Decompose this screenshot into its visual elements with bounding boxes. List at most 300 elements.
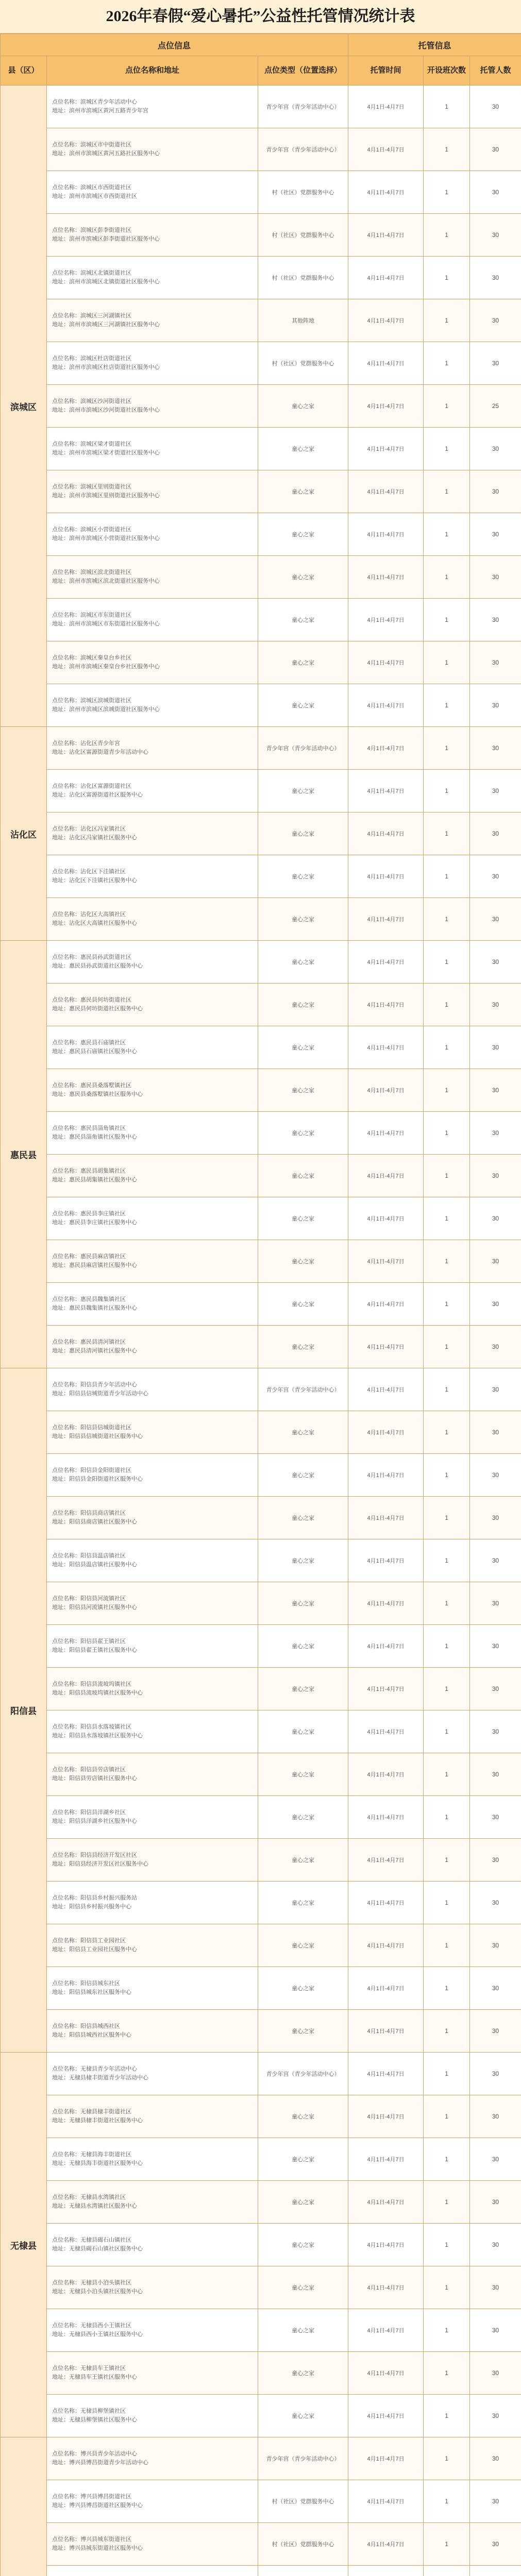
location-name: 点位名称：沾化区大高镇社区: [52, 911, 126, 918]
location-address: 地址：惠民县李庄镇社区服务中心: [52, 1219, 137, 1226]
people-count-cell: 30: [470, 1326, 521, 1368]
people-count-cell: 30: [470, 1026, 521, 1069]
hosting-time-cell: 4月1日-4月7日: [348, 214, 424, 257]
table-row: [1, 984, 521, 1026]
location-type-cell: 童心之家: [258, 599, 348, 641]
location-name: 点位名称：阳信县青少年活动中心: [52, 1382, 137, 1388]
address-cell: [47, 599, 258, 641]
location-name: 点位名称：滨城区市西街道社区: [52, 184, 131, 191]
class-count-cell: 1: [424, 855, 470, 898]
class-count-cell: [424, 2566, 470, 2576]
location-address: 地址：惠民县清河镇社区服务中心: [52, 1348, 137, 1354]
hosting-time-cell: 4月1日-4月7日: [348, 2138, 424, 2181]
table-row: [1, 86, 521, 128]
class-count-cell: 1: [424, 1155, 470, 1197]
location-name: 点位名称：惠民县桑落墅镇社区: [52, 1082, 131, 1089]
table-row: [1, 2437, 521, 2480]
class-count-cell: 1: [424, 1497, 470, 1539]
location-address: 地址：阳信县工业园社区服务中心: [52, 1946, 137, 1953]
location-type-cell: 村（社区）党群服务中心: [258, 214, 348, 257]
location-type-cell: 童心之家: [258, 2181, 348, 2224]
location-address: 地址：滨州市滨城区小营街道社区服务中心: [52, 535, 160, 541]
location-address: 地址：无棣县棣丰街道社区服务中心: [52, 2117, 143, 2124]
location-name: 点位名称：博兴县城东街道社区: [52, 2536, 131, 2543]
location-address: 地址：滨州市滨城区黄河五路社区服务中心: [52, 150, 160, 157]
table-row: [1, 855, 521, 898]
people-count-cell: 30: [470, 641, 521, 684]
location-type-cell: 童心之家: [258, 1967, 348, 2010]
location-type-cell: 童心之家: [258, 1924, 348, 1967]
table-row: [1, 1625, 521, 1668]
hosting-time-cell: 4月1日-4月7日: [348, 128, 424, 171]
location-address: 地址：无棣县车王镇社区服务中心: [52, 2374, 137, 2380]
address-cell: [47, 342, 258, 385]
location-type-cell: 青少年宫（青少年活动中心）: [258, 2437, 348, 2480]
address-cell: [47, 171, 258, 214]
hosting-time-cell: 4月1日-4月7日: [348, 2395, 424, 2437]
class-count-cell: 1: [424, 1368, 470, 1411]
table-row: [1, 1882, 521, 1924]
class-count-cell: 1: [424, 1411, 470, 1454]
location-name: 点位名称：无棣县水湾镇社区: [52, 2194, 126, 2200]
hosting-time-cell: 4月1日-4月7日: [348, 941, 424, 984]
class-count-cell: 1: [424, 1710, 470, 1753]
location-type-cell: 童心之家: [258, 2095, 348, 2138]
hosting-time-cell: 4月1日-4月7日: [348, 1026, 424, 1069]
location-type-cell: 童心之家: [258, 2309, 348, 2352]
location-address: 地址：无棣县碣石山镇社区服务中心: [52, 2246, 143, 2252]
location-address: 地址：滨州市滨城区里则街道社区服务中心: [52, 493, 160, 499]
class-count-cell: 1: [424, 1625, 470, 1668]
address-cell: [47, 1882, 258, 1924]
address-cell: [47, 2395, 258, 2437]
location-name: 点位名称：阳信县流坡坞镇社区: [52, 1681, 131, 1687]
address-cell: [47, 770, 258, 812]
location-address: 地址：沾化区大高镇社区服务中心: [52, 920, 137, 926]
location-name: 点位名称：阳信县信城街道社区: [52, 1425, 131, 1431]
address-cell: [47, 470, 258, 513]
location-name: 点位名称：惠民县孙武街道社区: [52, 954, 131, 960]
location-name: 点位名称：惠民县麻店镇社区: [52, 1253, 126, 1260]
location-name: 点位名称：无棣县柳堡镇社区: [52, 2408, 126, 2414]
address-cell: [47, 1454, 258, 1497]
class-count-cell: 1: [424, 2352, 470, 2395]
location-type-cell: 童心之家: [258, 1710, 348, 1753]
class-count-cell: 1: [424, 941, 470, 984]
hosting-time-cell: 4月1日-4月7日: [348, 1967, 424, 2010]
address-cell: [47, 1326, 258, 1368]
address-cell: [47, 2352, 258, 2395]
county-cell: 滨城区: [1, 86, 47, 727]
address-cell: [47, 1112, 258, 1155]
location-name: 点位名称：惠民县李庄镇社区: [52, 1211, 126, 1217]
table-row: [1, 1069, 521, 1112]
location-type-cell: 童心之家: [258, 1796, 348, 1839]
class-count-cell: 1: [424, 171, 470, 214]
hosting-time-cell: 4月1日-4月7日: [348, 428, 424, 470]
people-count-cell: 30: [470, 984, 521, 1026]
people-count-cell: 30: [470, 2095, 521, 2138]
table-row: [1, 1155, 521, 1197]
table-row: [1, 2480, 521, 2523]
location-name: 点位名称：滨城区彭李街道社区: [52, 227, 131, 233]
people-count-cell: 30: [470, 1411, 521, 1454]
hosting-time-cell: 4月1日-4月7日: [348, 727, 424, 770]
location-type-cell: 童心之家: [258, 898, 348, 941]
table-row: [1, 2095, 521, 2138]
location-address: 地址：阳信县翟王镇社区服务中心: [52, 1647, 137, 1653]
location-address: 地址：沾化区富源街道青少年活动中心: [52, 749, 148, 755]
class-count-cell: 1: [424, 2523, 470, 2566]
table-row: [1, 1710, 521, 1753]
location-name: 点位名称：沾化区富源街道社区: [52, 783, 131, 789]
location-type-cell: 青少年宫（青少年活动中心）: [258, 2053, 348, 2095]
location-type-cell: 童心之家: [258, 1753, 348, 1796]
table-body: [1, 86, 521, 2576]
location-name: 点位名称：博兴县博昌街道社区: [52, 2494, 131, 2500]
location-type-cell: 村（社区）党群服务中心: [258, 171, 348, 214]
location-address: 地址：滨州市滨城区黄河五路青少年宫: [52, 108, 148, 114]
table-row: [1, 1197, 521, 1240]
location-type-cell: 童心之家: [258, 2266, 348, 2309]
table-row: [1, 641, 521, 684]
table-row: [1, 2138, 521, 2181]
hosting-time-cell: 4月1日-4月7日: [348, 770, 424, 812]
class-count-cell: 1: [424, 1539, 470, 1582]
hosting-time-cell: 4月1日-4月7日: [348, 855, 424, 898]
location-type-cell: 童心之家: [258, 2395, 348, 2437]
people-count-cell: 30: [470, 2266, 521, 2309]
hosting-time-cell: 4月1日-4月7日: [348, 342, 424, 385]
table-row: [1, 1753, 521, 1796]
address-cell: [47, 2437, 258, 2480]
location-address: 地址：无棣县水湾镇社区服务中心: [52, 2203, 137, 2209]
location-name: 点位名称：博兴县青少年活动中心: [52, 2451, 137, 2457]
table-row: [1, 2224, 521, 2266]
people-count-cell: 30: [470, 1368, 521, 1411]
hosting-time-cell: 4月1日-4月7日: [348, 1326, 424, 1368]
header-group-location: 点位信息: [1, 34, 348, 56]
location-address: 地址：惠民县魏集镇社区服务中心: [52, 1305, 137, 1311]
class-count-cell: 1: [424, 1882, 470, 1924]
table-row: [1, 257, 521, 299]
address-cell: [47, 941, 258, 984]
location-type-cell: 童心之家: [258, 1240, 348, 1283]
hosting-time-cell: 4月1日-4月7日: [348, 1454, 424, 1497]
people-count-cell: 30: [470, 1710, 521, 1753]
location-name: 点位名称：惠民县魏集镇社区: [52, 1296, 126, 1302]
table-row: [1, 513, 521, 556]
address-cell: [47, 1668, 258, 1710]
hosting-time-cell: 4月1日-4月7日: [348, 684, 424, 727]
address-cell: [47, 684, 258, 727]
people-count-cell: 30: [470, 342, 521, 385]
people-count-cell: 30: [470, 1924, 521, 1967]
table-row: [1, 2181, 521, 2224]
header-time: 托管时间: [348, 56, 424, 86]
header-people: 托管人数: [470, 56, 521, 86]
class-count-cell: 1: [424, 257, 470, 299]
header-group-hosting: 托管信息: [348, 34, 521, 56]
location-address: 地址：惠民县胡集镇社区服务中心: [52, 1177, 137, 1183]
address-cell: [47, 1839, 258, 1882]
location-address: 地址：阳信县水落坡镇社区服务中心: [52, 1733, 143, 1739]
class-count-cell: 1: [424, 2138, 470, 2181]
location-address: 地址：惠民县桑落墅镇社区服务中心: [52, 1091, 143, 1097]
location-name: 点位名称：阳信县工业园社区: [52, 1938, 126, 1944]
location-name: 点位名称：惠民县石庙镇社区: [52, 1040, 126, 1046]
location-name: 点位名称：滨城区青少年活动中心: [52, 99, 137, 105]
people-count-cell: 30: [470, 812, 521, 855]
people-count-cell: 30: [470, 1796, 521, 1839]
location-type-cell: 童心之家: [258, 2010, 348, 2053]
class-count-cell: 1: [424, 684, 470, 727]
location-type-cell: 青少年宫（青少年活动中心）: [258, 1368, 348, 1411]
location-type-cell: 童心之家: [258, 470, 348, 513]
location-name: 点位名称：沾化区冯家镇社区: [52, 826, 126, 832]
hosting-time-cell: 4月1日-4月7日: [348, 2010, 424, 2053]
table-row: [1, 556, 521, 599]
location-name: 点位名称：阳信县劳店镇社区: [52, 1767, 126, 1773]
class-count-cell: 1: [424, 2437, 470, 2480]
class-count-cell: 1: [424, 1454, 470, 1497]
hosting-time-cell: 4月1日-4月7日: [348, 812, 424, 855]
location-name: 点位名称：滨城区滨北街道社区: [52, 569, 131, 575]
location-name: 点位名称：滨城区市中街道社区: [52, 142, 131, 148]
table-row: [1, 1839, 521, 1882]
class-count-cell: 1: [424, 1197, 470, 1240]
class-count-cell: 1: [424, 1582, 470, 1625]
location-type-cell: 青少年宫（青少年活动中心）: [258, 86, 348, 128]
address-cell: [47, 1710, 258, 1753]
location-type-cell: 童心之家: [258, 385, 348, 428]
location-type-cell: 童心之家: [258, 1668, 348, 1710]
location-address: 地址：无棣县柳堡镇社区服务中心: [52, 2417, 137, 2423]
location-address: 地址：沾化区富源街道社区服务中心: [52, 792, 143, 798]
address-cell: [47, 128, 258, 171]
location-address: 地址：无棣县西小王镇社区服务中心: [52, 2331, 143, 2337]
people-count-cell: 30: [470, 1197, 521, 1240]
people-count-cell: 30: [470, 1155, 521, 1197]
people-count-cell: 30: [470, 171, 521, 214]
table-row: [1, 470, 521, 513]
class-count-cell: 1: [424, 1839, 470, 1882]
people-count-cell: 30: [470, 684, 521, 727]
address-cell: [47, 2523, 258, 2566]
hosting-time-cell: [348, 2566, 424, 2576]
location-name: 点位名称：滨城区里则街道社区: [52, 484, 131, 490]
address-cell: [47, 1155, 258, 1197]
table-row: [1, 770, 521, 812]
table-row: [1, 2053, 521, 2095]
location-type-cell: 童心之家: [258, 1155, 348, 1197]
hosting-time-cell: 4月1日-4月7日: [348, 86, 424, 128]
address-cell: [47, 641, 258, 684]
address-cell: [47, 2566, 258, 2576]
header-address: 点位名称和地址: [47, 56, 258, 86]
table-row: [1, 812, 521, 855]
table-row: [1, 1582, 521, 1625]
people-count-cell: 30: [470, 1497, 521, 1539]
location-name: 点位名称：无棣县小泊头镇社区: [52, 2280, 131, 2286]
class-count-cell: 1: [424, 1967, 470, 2010]
county-cell: [1, 2437, 47, 2576]
hosting-time-cell: 4月1日-4月7日: [348, 1710, 424, 1753]
people-count-cell: 30: [470, 1967, 521, 2010]
location-name: 点位名称：无棣县海丰街道社区: [52, 2151, 131, 2158]
class-count-cell: 1: [424, 428, 470, 470]
location-name: 点位名称：阳信县洋湖乡社区: [52, 1809, 126, 1816]
people-count-cell: 30: [470, 727, 521, 770]
address-cell: [47, 2266, 258, 2309]
hosting-time-cell: 4月1日-4月7日: [348, 385, 424, 428]
class-count-cell: 1: [424, 1668, 470, 1710]
hosting-time-cell: 4月1日-4月7日: [348, 2181, 424, 2224]
location-type-cell: 青少年宫（青少年活动中心）: [258, 128, 348, 171]
location-type-cell: 童心之家: [258, 1539, 348, 1582]
address-cell: [47, 1924, 258, 1967]
people-count-cell: 30: [470, 2181, 521, 2224]
class-count-cell: 1: [424, 470, 470, 513]
location-type-cell: 童心之家: [258, 1069, 348, 1112]
location-name: 点位名称：阳信县翟王镇社区: [52, 1638, 126, 1645]
location-name: 点位名称：滨城区三河湖镇社区: [52, 313, 131, 319]
people-count-cell: 30: [470, 214, 521, 257]
location-address: 地址：滨州市滨城区彭李街道社区服务中心: [52, 236, 160, 242]
location-type-cell: 童心之家: [258, 941, 348, 984]
location-name: 点位名称：滨城区滨城街道社区: [52, 698, 131, 704]
people-count-cell: 30: [470, 1668, 521, 1710]
location-type-cell: 村（社区）党群服务中心: [258, 257, 348, 299]
location-name: 点位名称：阳信县商店镇社区: [52, 1510, 126, 1516]
class-count-cell: 1: [424, 1753, 470, 1796]
table-row: [1, 727, 521, 770]
hosting-time-cell: 4月1日-4月7日: [348, 1240, 424, 1283]
people-count-cell: 30: [470, 1753, 521, 1796]
table-row: [1, 1112, 521, 1155]
table-row: [1, 684, 521, 727]
hosting-time-cell: 4月1日-4月7日: [348, 1668, 424, 1710]
people-count-cell: 30: [470, 770, 521, 812]
location-name: 点位名称：惠民县清河镇社区: [52, 1339, 126, 1345]
location-name: 点位名称：沾化区下洼镇社区: [52, 869, 126, 875]
address-cell: [47, 727, 258, 770]
location-type-cell: 童心之家: [258, 1283, 348, 1326]
hosting-time-cell: 4月1日-4月7日: [348, 2437, 424, 2480]
hosting-time-cell: 4月1日-4月7日: [348, 1796, 424, 1839]
location-address: 地址：无棣县小泊头镇社区服务中心: [52, 2289, 143, 2295]
address-cell: [47, 984, 258, 1026]
hosting-time-cell: 4月1日-4月7日: [348, 171, 424, 214]
class-count-cell: 1: [424, 513, 470, 556]
address-cell: [47, 1796, 258, 1839]
location-address: 地址：沾化区冯家镇社区服务中心: [52, 835, 137, 841]
location-type-cell: 童心之家: [258, 1497, 348, 1539]
hosting-table: [0, 33, 521, 2576]
people-count-cell: [470, 2566, 521, 2576]
address-cell: [47, 1069, 258, 1112]
hosting-time-cell: 4月1日-4月7日: [348, 2523, 424, 2566]
people-count-cell: 30: [470, 599, 521, 641]
hosting-time-cell: 4月1日-4月7日: [348, 257, 424, 299]
hosting-time-cell: 4月1日-4月7日: [348, 1839, 424, 1882]
location-address: 地址：惠民县麻店镇社区服务中心: [52, 1262, 137, 1268]
location-type-cell: 村（社区）党群服务中心: [258, 2480, 348, 2523]
address-cell: [47, 2480, 258, 2523]
location-type-cell: 童心之家: [258, 1026, 348, 1069]
location-name: 点位名称：无棣县青少年活动中心: [52, 2066, 137, 2072]
address-cell: [47, 513, 258, 556]
people-count-cell: 30: [470, 470, 521, 513]
class-count-cell: 1: [424, 898, 470, 941]
location-address: 地址：滨州市滨城区杜店街道社区服务中心: [52, 364, 160, 370]
location-address: 地址：滨州市滨城区梁才街道社区服务中心: [52, 450, 160, 456]
hosting-time-cell: 4月1日-4月7日: [348, 1283, 424, 1326]
address-cell: [47, 1283, 258, 1326]
people-count-cell: 30: [470, 2309, 521, 2352]
class-count-cell: 1: [424, 342, 470, 385]
location-name: 点位名称：沾化区青少年宫: [52, 740, 120, 747]
location-address: 地址：滨州市滨城区滨城街道社区服务中心: [52, 706, 160, 713]
location-type-cell: 童心之家: [258, 556, 348, 599]
location-address: 地址：惠民县淄角镇社区服务中心: [52, 1134, 137, 1140]
people-count-cell: 30: [470, 1283, 521, 1326]
location-type-cell: 青少年宫（青少年活动中心）: [258, 727, 348, 770]
location-type-cell: 童心之家: [258, 1326, 348, 1368]
hosting-time-cell: 4月1日-4月7日: [348, 2095, 424, 2138]
hosting-time-cell: 4月1日-4月7日: [348, 513, 424, 556]
class-count-cell: 1: [424, 1112, 470, 1155]
people-count-cell: 30: [470, 1625, 521, 1668]
table-row: [1, 2352, 521, 2395]
people-count-cell: 30: [470, 898, 521, 941]
class-count-cell: 1: [424, 1283, 470, 1326]
class-count-cell: 1: [424, 2395, 470, 2437]
location-type-cell: 童心之家: [258, 2138, 348, 2181]
people-count-cell: 30: [470, 1069, 521, 1112]
location-address: 地址：阳信县信城街道社区服务中心: [52, 1433, 143, 1439]
location-type-cell: 童心之家: [258, 513, 348, 556]
class-count-cell: 1: [424, 1924, 470, 1967]
people-count-cell: 25: [470, 385, 521, 428]
hosting-time-cell: 4月1日-4月7日: [348, 2053, 424, 2095]
hosting-time-cell: 4月1日-4月7日: [348, 470, 424, 513]
address-cell: [47, 2053, 258, 2095]
hosting-time-cell: 4月1日-4月7日: [348, 2266, 424, 2309]
location-name: 点位名称：无棣县碣石山镇社区: [52, 2237, 131, 2243]
class-count-cell: 1: [424, 556, 470, 599]
location-name: 点位名称：阳信县水落坡镇社区: [52, 1724, 131, 1730]
people-count-cell: 30: [470, 855, 521, 898]
hosting-time-cell: 4月1日-4月7日: [348, 2309, 424, 2352]
location-name: 点位名称：滨城区梁才街道社区: [52, 441, 131, 447]
class-count-cell: 1: [424, 214, 470, 257]
table-row: [1, 941, 521, 984]
county-cell: 无棣县: [1, 2053, 47, 2437]
people-count-cell: 30: [470, 2224, 521, 2266]
header-county: 县（区）: [1, 56, 47, 86]
table-row: [1, 1539, 521, 1582]
hosting-time-cell: 4月1日-4月7日: [348, 898, 424, 941]
class-count-cell: 1: [424, 2181, 470, 2224]
address-cell: [47, 299, 258, 342]
table-row: [1, 1497, 521, 1539]
hosting-time-cell: 4月1日-4月7日: [348, 1539, 424, 1582]
location-address: 地址：阳信县金阳街道社区服务中心: [52, 1476, 143, 1482]
location-type-cell: 童心之家: [258, 770, 348, 812]
hosting-time-cell: 4月1日-4月7日: [348, 1582, 424, 1625]
table-row: [1, 1240, 521, 1283]
